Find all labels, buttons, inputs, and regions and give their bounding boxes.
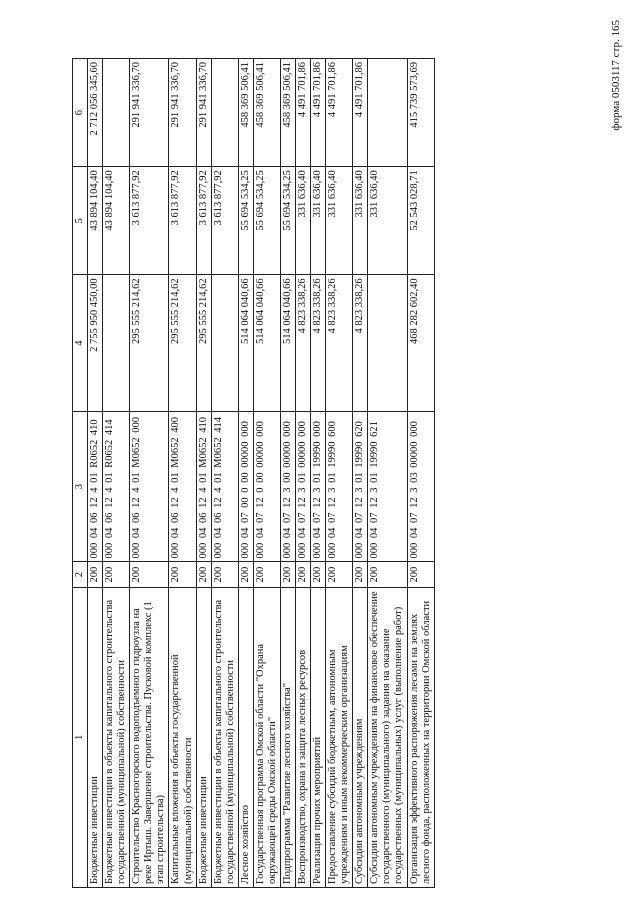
row-name: Капитальные вложения в объекты государственной (муниципальной) собственности bbox=[169, 587, 196, 887]
row-name: Подпрограмма "Развитие лесного хозяйства" bbox=[280, 587, 295, 887]
report-table bbox=[72, 58, 435, 888]
row-line-code: 200 bbox=[407, 562, 434, 587]
row-unexecuted-amount bbox=[103, 59, 130, 167]
column-header-3: 3 bbox=[73, 411, 88, 562]
row-approved-amount: 468 282 602,40 bbox=[407, 275, 434, 411]
row-budget-code: 000 04 06 12 4 01 М0652 000 bbox=[130, 411, 169, 562]
row-line-code: 200 bbox=[169, 562, 196, 587]
row-unexecuted-amount bbox=[211, 59, 238, 167]
row-budget-code: 000 04 07 12 3 01 19990 621 bbox=[368, 411, 407, 562]
row-executed-amount: 331 636,40 bbox=[326, 167, 353, 275]
column-header-2: 2 bbox=[73, 562, 88, 587]
row-budget-code: 000 04 07 12 3 01 19990 000 bbox=[311, 411, 326, 562]
row-approved-amount: 295 555 214,62 bbox=[130, 275, 169, 411]
row-line-code: 200 bbox=[353, 562, 368, 587]
row-budget-code: 000 04 07 12 3 00 00000 000 bbox=[280, 411, 295, 562]
row-approved-amount: 2 755 950 450,00 bbox=[88, 275, 103, 411]
table-row bbox=[196, 59, 211, 888]
row-executed-amount: 331 636,40 bbox=[296, 167, 311, 275]
row-approved-amount: 514 064 040,66 bbox=[238, 275, 253, 411]
table-row bbox=[353, 59, 368, 888]
table-row bbox=[169, 59, 196, 888]
report-page bbox=[72, 58, 435, 888]
row-unexecuted-amount: 458 369 506,41 bbox=[253, 59, 280, 167]
row-executed-amount: 52 543 028,71 bbox=[407, 167, 434, 275]
row-executed-amount: 331 636,40 bbox=[311, 167, 326, 275]
row-executed-amount: 43 894 104,40 bbox=[103, 167, 130, 275]
table-row bbox=[280, 59, 295, 888]
row-line-code: 200 bbox=[296, 562, 311, 587]
table-row bbox=[311, 59, 326, 888]
row-approved-amount bbox=[368, 275, 407, 411]
table-row bbox=[88, 59, 103, 888]
row-line-code: 200 bbox=[326, 562, 353, 587]
row-unexecuted-amount: 2 712 056 345,60 bbox=[88, 59, 103, 167]
row-executed-amount: 55 694 534,25 bbox=[280, 167, 295, 275]
row-line-code: 200 bbox=[368, 562, 407, 587]
row-line-code: 200 bbox=[196, 562, 211, 587]
row-approved-amount bbox=[103, 275, 130, 411]
row-approved-amount: 4 823 338,26 bbox=[326, 275, 353, 411]
row-line-code: 200 bbox=[211, 562, 238, 587]
row-unexecuted-amount: 458 369 506,41 bbox=[280, 59, 295, 167]
column-header-1: 1 bbox=[73, 587, 88, 887]
row-line-code: 200 bbox=[280, 562, 295, 587]
row-unexecuted-amount: 458 369 506,41 bbox=[238, 59, 253, 167]
row-approved-amount: 514 064 040,66 bbox=[280, 275, 295, 411]
row-name: Организация эффективного распоряжения лесами на землях лесного фонда, расположенных на территории Омской области bbox=[407, 587, 434, 887]
table-row bbox=[238, 59, 253, 888]
row-executed-amount: 55 694 534,25 bbox=[238, 167, 253, 275]
table-row bbox=[253, 59, 280, 888]
row-name: Бюджетные инвестиции bbox=[196, 587, 211, 887]
table-row bbox=[368, 59, 407, 888]
row-budget-code: 000 04 07 12 3 01 00000 000 bbox=[296, 411, 311, 562]
row-line-code: 200 bbox=[311, 562, 326, 587]
row-name: Субсидии автономным учреждениям на финансовое обеспечение государственного (муниципального) задания на оказание государственных (муниципальных) услуг (выполнение работ) bbox=[368, 587, 407, 887]
row-executed-amount: 43 894 104,40 bbox=[88, 167, 103, 275]
row-approved-amount: 4 823 338,26 bbox=[296, 275, 311, 411]
row-unexecuted-amount: 4 491 701,86 bbox=[311, 59, 326, 167]
table-row bbox=[103, 59, 130, 888]
row-executed-amount: 331 636,40 bbox=[368, 167, 407, 275]
row-name: Субсидии автономным учреждениям bbox=[353, 587, 368, 887]
row-unexecuted-amount: 291 941 336,70 bbox=[130, 59, 169, 167]
row-budget-code: 000 04 07 12 3 01 19990 620 bbox=[353, 411, 368, 562]
row-name: Реализация прочих мероприятий bbox=[311, 587, 326, 887]
row-name: Строительство Красногорского водоподъемного гидроузла на реке Иртыш. Завершение строительства. Пусковой комплекс (1 этап строительства) bbox=[130, 587, 169, 887]
row-unexecuted-amount: 4 491 701,86 bbox=[296, 59, 311, 167]
row-name: Бюджетные инвестиции в объекты капитального строительства государственной (муниципальной) собственности bbox=[211, 587, 238, 887]
row-unexecuted-amount: 415 739 573,69 bbox=[407, 59, 434, 167]
table-row bbox=[326, 59, 353, 888]
column-header-4: 4 bbox=[73, 275, 88, 411]
row-approved-amount: 4 823 338,26 bbox=[311, 275, 326, 411]
row-budget-code: 000 04 06 12 4 01 R0652 414 bbox=[103, 411, 130, 562]
row-unexecuted-amount: 4 491 701,86 bbox=[326, 59, 353, 167]
row-line-code: 200 bbox=[238, 562, 253, 587]
row-line-code: 200 bbox=[130, 562, 169, 587]
row-name: Предоставление субсидий бюджетным, автономным учреждениям и иным некоммерческим организациям bbox=[326, 587, 353, 887]
row-executed-amount: 3 613 877,92 bbox=[130, 167, 169, 275]
row-approved-amount bbox=[211, 275, 238, 411]
row-unexecuted-amount: 4 491 701,86 bbox=[353, 59, 368, 167]
row-budget-code: 000 04 06 12 4 01 М0652 410 bbox=[196, 411, 211, 562]
row-line-code: 200 bbox=[103, 562, 130, 587]
table-row bbox=[130, 59, 169, 888]
row-executed-amount: 331 636,40 bbox=[353, 167, 368, 275]
table-row bbox=[211, 59, 238, 888]
row-unexecuted-amount bbox=[368, 59, 407, 167]
row-budget-code: 000 04 06 12 4 01 М0652 414 bbox=[211, 411, 238, 562]
row-executed-amount: 3 613 877,92 bbox=[169, 167, 196, 275]
row-unexecuted-amount: 291 941 336,70 bbox=[196, 59, 211, 167]
column-header-5: 5 bbox=[73, 167, 88, 275]
row-budget-code: 000 04 07 12 0 00 00000 000 bbox=[253, 411, 280, 562]
row-executed-amount: 3 613 877,92 bbox=[211, 167, 238, 275]
row-line-code: 200 bbox=[88, 562, 103, 587]
row-approved-amount: 514 064 040,66 bbox=[253, 275, 280, 411]
row-approved-amount: 295 555 214,62 bbox=[196, 275, 211, 411]
row-name: Воспроизводство, охрана и защита лесных ресурсов bbox=[296, 587, 311, 887]
row-executed-amount: 3 613 877,92 bbox=[196, 167, 211, 275]
table-row bbox=[407, 59, 434, 888]
row-name: Лесное хозяйство bbox=[238, 587, 253, 887]
row-name: Бюджетные инвестиции bbox=[88, 587, 103, 887]
form-label: форма 0503117 стр. 165 bbox=[610, 20, 622, 131]
row-budget-code: 000 04 07 12 3 03 00000 000 bbox=[407, 411, 434, 562]
row-line-code: 200 bbox=[253, 562, 280, 587]
row-budget-code: 000 04 06 12 4 01 R0652 410 bbox=[88, 411, 103, 562]
row-executed-amount: 55 694 534,25 bbox=[253, 167, 280, 275]
row-approved-amount: 295 555 214,62 bbox=[169, 275, 196, 411]
row-name: Государственная программа Омской области "Охрана окружающей среды Омской области" bbox=[253, 587, 280, 887]
row-budget-code: 000 04 06 12 4 01 М0652 400 bbox=[169, 411, 196, 562]
row-budget-code: 000 04 07 00 0 00 00000 000 bbox=[238, 411, 253, 562]
table-header-row bbox=[73, 59, 88, 888]
column-header-6: 6 bbox=[73, 59, 88, 167]
row-unexecuted-amount: 291 941 336,70 bbox=[169, 59, 196, 167]
row-approved-amount: 4 823 338,26 bbox=[353, 275, 368, 411]
row-name: Бюджетные инвестиции в объекты капитального строительства государственной (муниципальной) собственности bbox=[103, 587, 130, 887]
table-row bbox=[296, 59, 311, 888]
row-budget-code: 000 04 07 12 3 01 19990 600 bbox=[326, 411, 353, 562]
